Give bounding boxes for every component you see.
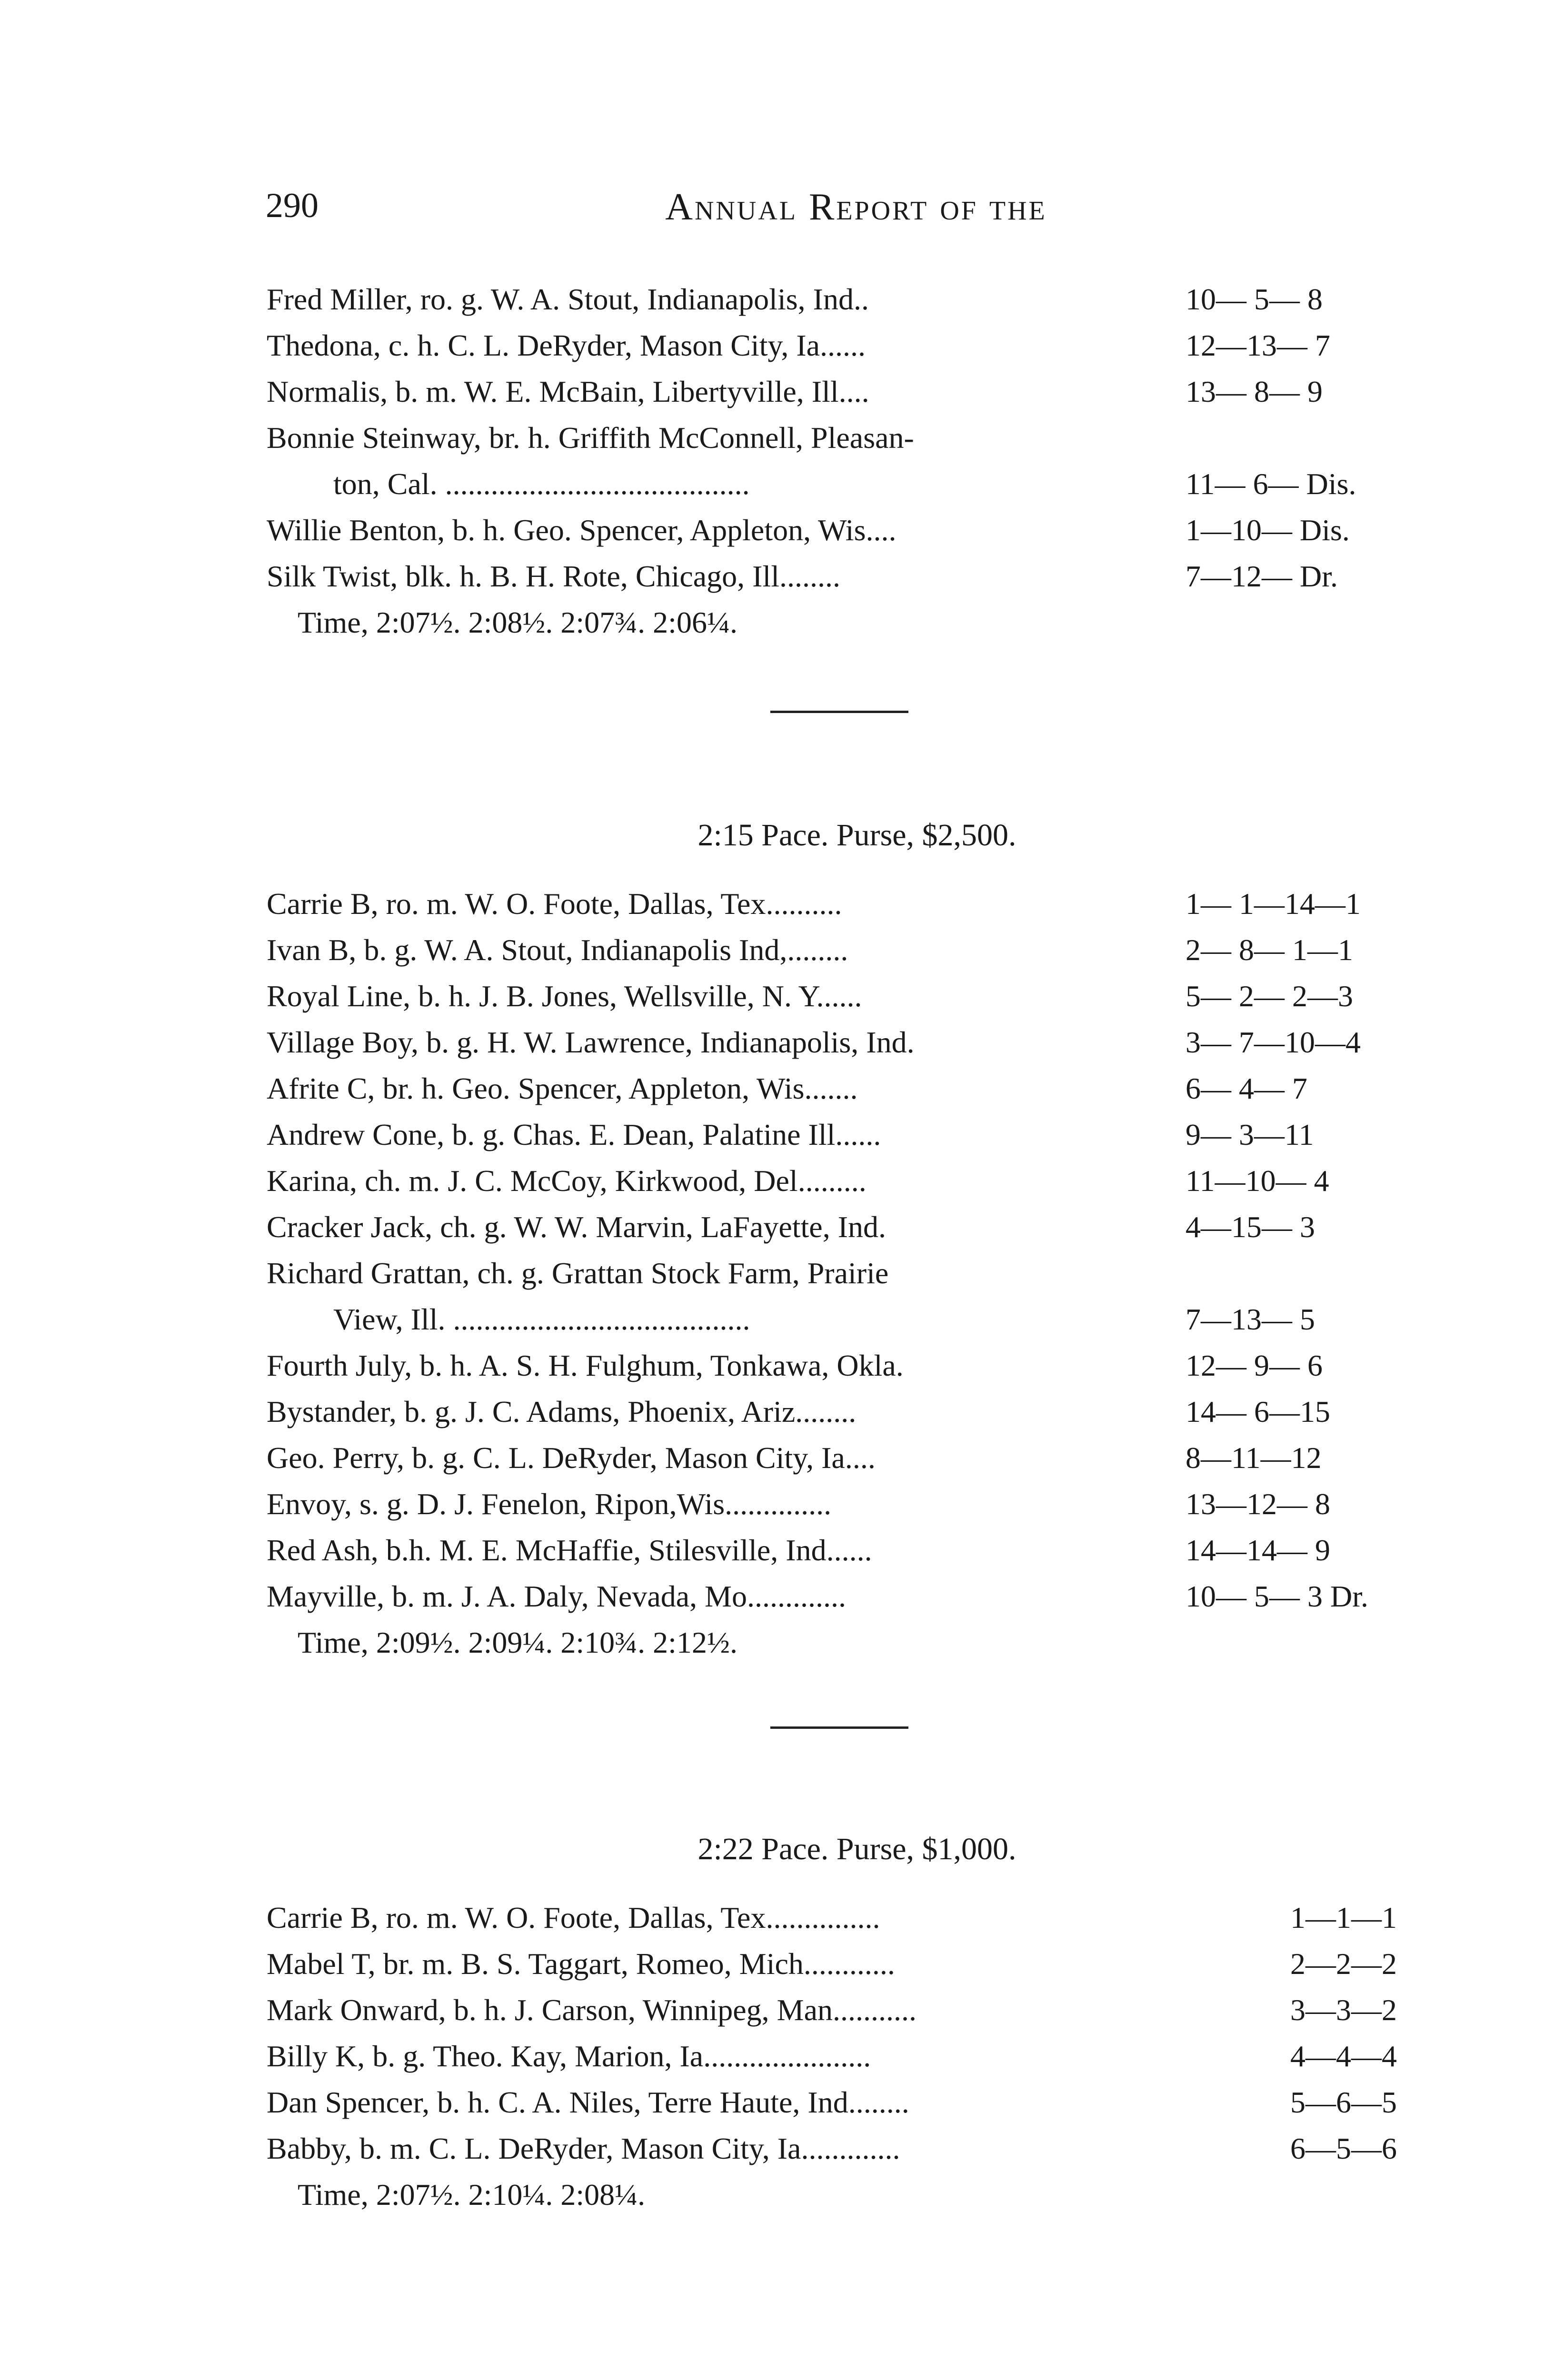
horse-owner-entry: Willie Benton, b. h. Geo. Spencer, Appleton, Wis.... (267, 513, 897, 547)
heat-placings: 7—13— 5 (1185, 1302, 1315, 1336)
horse-owner-entry: Cracker Jack, ch. g. W. W. Marvin, LaFayette, Ind. (267, 1210, 886, 1244)
result-row (267, 368, 1447, 415)
race-times: Time, 2:07½. 2:10¼. 2:08¼. (298, 2178, 646, 2211)
race-times: Time, 2:09½. 2:09¼. 2:10¾. 2:12½. (298, 1626, 737, 1659)
heat-placings: 13—12— 8 (1185, 1487, 1330, 1521)
heat-placings: 1—1—1 (1290, 1901, 1397, 1934)
heat-placings: 5—6—5 (1290, 2085, 1397, 2119)
horse-owner-entry: Normalis, b. m. W. E. McBain, Libertyville, Ill.... (267, 375, 869, 408)
entry-continuation: ton, Cal. ........................................ (333, 467, 750, 501)
horse-owner-entry: Geo. Perry, b. g. C. L. DeRyder, Mason City, Ia.... (267, 1441, 876, 1475)
horse-owner-entry: Envoy, s. g. D. J. Fenelon, Ripon,Wis.............. (267, 1487, 832, 1521)
result-row (267, 2079, 1447, 2125)
heat-placings: 2—2—2 (1290, 1947, 1397, 1981)
heat-placings: 8—11—12 (1185, 1441, 1322, 1475)
result-row (267, 1158, 1447, 1204)
result-row (267, 507, 1447, 553)
horse-owner-entry: Carrie B, ro. m. W. O. Foote, Dallas, Tex............... (267, 1901, 880, 1934)
race-title: 2:22 Pace. Purse, $1,000. (697, 1832, 1016, 1866)
result-row (267, 927, 1447, 973)
horse-owner-entry: Andrew Cone, b. g. Chas. E. Dean, Palatine Ill...... (267, 1118, 881, 1151)
result-row (267, 2125, 1447, 2172)
result-row (267, 461, 1447, 507)
race-times: Time, 2:07½. 2:08½. 2:07¾. 2:06¼. (298, 605, 737, 639)
horse-owner-entry: Fourth July, b. h. A. S. H. Fulghum, Tonkawa, Okla. (267, 1349, 904, 1382)
horse-owner-entry: Bystander, b. g. J. C. Adams, Phoenix, Ariz........ (267, 1395, 857, 1428)
result-row (267, 1019, 1447, 1065)
heat-placings: 3—3—2 (1290, 1993, 1397, 2027)
result-row (267, 1527, 1447, 1573)
horse-owner-entry: Dan Spencer, b. h. C. A. Niles, Terre Haute, Ind........ (267, 2085, 909, 2119)
heat-placings: 10— 5— 8 (1185, 282, 1323, 316)
result-row (267, 1894, 1447, 1941)
result-row (267, 1941, 1447, 1987)
heat-placings: 7—12— Dr. (1185, 559, 1338, 593)
horse-owner-entry: Richard Grattan, ch. g. Grattan Stock Farm, Prairie (267, 1256, 889, 1290)
horse-owner-entry: Carrie B, ro. m. W. O. Foote, Dallas, Tex.......... (267, 887, 842, 921)
result-row (267, 2033, 1447, 2079)
horse-owner-entry: Billy K, b. g. Theo. Kay, Marion, Ia...................... (267, 2039, 871, 2073)
heat-placings: 6—5—6 (1290, 2132, 1397, 2165)
heat-placings: 4—15— 3 (1185, 1210, 1315, 1244)
horse-owner-entry: Mabel T, br. m. B. S. Taggart, Romeo, Mich............ (267, 1947, 895, 1981)
horse-owner-entry: Mayville, b. m. J. A. Daly, Nevada, Mo............. (267, 1579, 847, 1613)
race-entries (267, 881, 1447, 1619)
horse-owner-entry: Thedona, c. h. C. L. DeRyder, Mason City, Ia...... (267, 328, 866, 362)
result-row (267, 1250, 1447, 1296)
result-row (267, 1296, 1447, 1342)
entry-continuation: View, Ill. ....................................... (333, 1302, 750, 1336)
horse-owner-entry: Ivan B, b. g. W. A. Stout, Indianapolis Ind,........ (267, 933, 848, 967)
horse-owner-entry: Silk Twist, blk. h. B. H. Rote, Chicago, Ill........ (267, 559, 841, 593)
result-row (267, 1342, 1447, 1388)
horse-owner-entry: Afrite C, br. h. Geo. Spencer, Appleton, Wis....... (267, 1071, 858, 1105)
result-row (267, 1987, 1447, 2033)
heat-placings: 2— 8— 1—1 (1185, 933, 1353, 967)
result-row (267, 1065, 1447, 1111)
result-row (267, 553, 1447, 599)
heat-placings: 10— 5— 3 Dr. (1185, 1579, 1368, 1613)
heat-placings: 1— 1—14—1 (1185, 887, 1361, 921)
horse-owner-entry: Bonnie Steinway, br. h. Griffith McConnell, Pleasan- (267, 421, 914, 455)
heat-placings: 5— 2— 2—3 (1185, 979, 1353, 1013)
heat-placings: 1—10— Dis. (1185, 513, 1350, 547)
horse-owner-entry: Fred Miller, ro. g. W. A. Stout, Indianapolis, Ind.. (267, 282, 869, 316)
heat-placings: 4—4—4 (1290, 2039, 1397, 2073)
horse-owner-entry: Babby, b. m. C. L. DeRyder, Mason City, Ia............. (267, 2132, 900, 2165)
heat-placings: 13— 8— 9 (1185, 375, 1323, 408)
result-row (267, 276, 1447, 322)
result-row (267, 1481, 1447, 1527)
horse-owner-entry: Mark Onward, b. h. J. Carson, Winnipeg, Man........... (267, 1993, 916, 2027)
result-row (267, 1573, 1447, 1619)
heat-placings: 11—10— 4 (1185, 1164, 1329, 1198)
heat-placings: 14— 6—15 (1185, 1395, 1330, 1428)
horse-owner-entry: Village Boy, b. g. H. W. Lawrence, Indianapolis, Ind. (267, 1025, 915, 1059)
heat-placings: 14—14— 9 (1185, 1533, 1330, 1567)
heat-placings: 9— 3—11 (1185, 1118, 1314, 1151)
heat-placings: 12—13— 7 (1185, 328, 1330, 362)
race-2-22-pace (267, 1823, 1447, 2218)
section-divider (770, 1726, 908, 1729)
race-title: 2:15 Pace. Purse, $2,500. (697, 818, 1016, 853)
race-2-15-pace (267, 809, 1447, 1666)
result-row (267, 973, 1447, 1019)
running-head: Annual Report of the (665, 186, 1047, 228)
result-row (267, 1435, 1447, 1481)
heat-placings: 6— 4— 7 (1185, 1071, 1307, 1105)
result-row (267, 415, 1447, 461)
race-results-continued (267, 276, 1447, 645)
horse-owner-entry: Karina, ch. m. J. C. McCoy, Kirkwood, Del......... (267, 1164, 867, 1198)
race-entries (267, 1894, 1447, 2172)
result-row (267, 881, 1447, 927)
section-divider (770, 711, 908, 713)
heat-placings: 11— 6— Dis. (1185, 467, 1356, 501)
result-row (267, 1111, 1447, 1158)
page-header (266, 186, 1446, 238)
horse-owner-entry: Royal Line, b. h. J. B. Jones, Wellsville, N. Y...... (267, 979, 862, 1013)
heat-placings: 12— 9— 6 (1185, 1349, 1323, 1382)
heat-placings: 3— 7—10—4 (1185, 1025, 1361, 1059)
race-entries (267, 276, 1447, 599)
page-number: 290 (266, 186, 319, 225)
result-row (267, 1388, 1447, 1435)
result-row (267, 1204, 1447, 1250)
result-row (267, 322, 1447, 368)
horse-owner-entry: Red Ash, b.h. M. E. McHaffie, Stilesville, Ind...... (267, 1533, 872, 1567)
